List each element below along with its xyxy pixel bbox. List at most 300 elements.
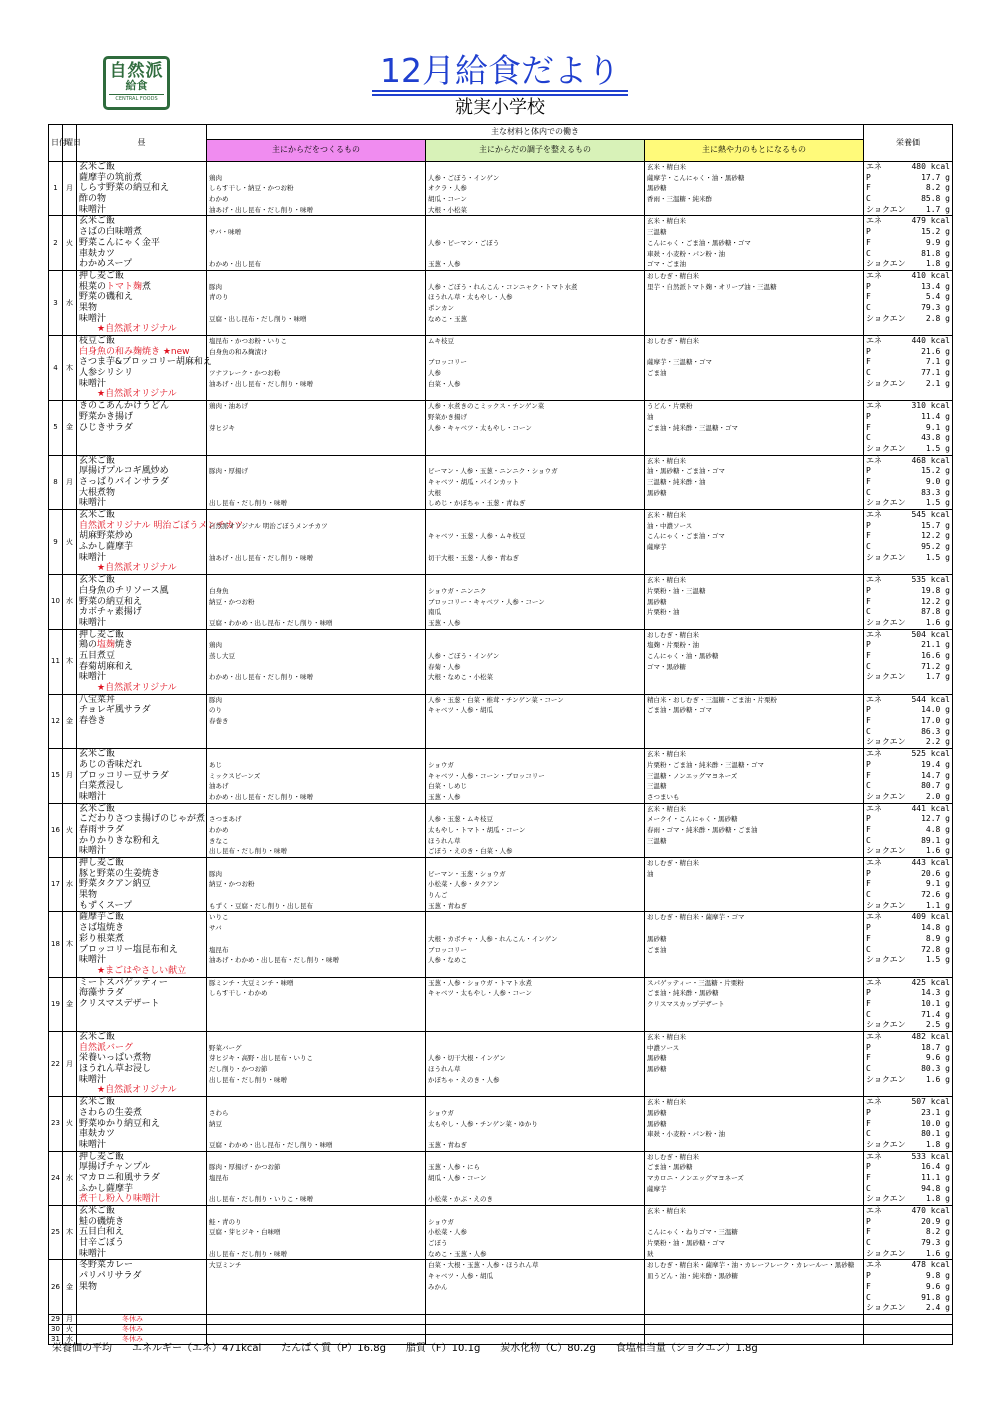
nutrition-value: 1.6 — [925, 617, 941, 627]
nutrition-label: エネ — [866, 401, 882, 411]
dish-line — [79, 945, 204, 956]
nutrition-value: 80.7 — [921, 781, 941, 791]
dish-name: 玄米ご飯 — [79, 1032, 116, 1042]
nutrition-value: 2.8 — [925, 313, 941, 323]
dish-line — [79, 1260, 204, 1271]
ingredient-line — [428, 858, 642, 869]
dish-name: 玄米ご飯 — [79, 1097, 116, 1108]
ingredient-line: 芽ヒジキ・高野・出し昆布・いりこ — [209, 1054, 313, 1063]
ingredient-line: おしむぎ・精白米 — [647, 337, 699, 345]
nutrition-value: 7.1 — [925, 357, 941, 367]
nutrition-amount — [921, 1162, 950, 1173]
nutrition-value: 20.9 — [921, 1216, 941, 1226]
dish-name: 押し麦ご飯 — [79, 1151, 125, 1162]
dish-line — [79, 1032, 204, 1043]
ingredient-line — [428, 542, 642, 553]
day-nutrition — [864, 858, 953, 912]
ingredient-line: 鶏肉 — [209, 641, 222, 650]
nutrition-line — [866, 1032, 950, 1043]
ingredient-line: しめじ・かぼちゃ・玉葱・青ねぎ — [428, 499, 526, 508]
nutrition-label: エネ — [866, 803, 882, 813]
ingredient-line: スパゲッティー・三温糖・片栗粉 — [647, 978, 744, 987]
nutrition-amount — [921, 760, 950, 771]
nutrition-value: 535 — [911, 575, 926, 585]
ingredient-line: 納豆・かつお粉 — [209, 880, 255, 889]
day-weekday: 月 — [63, 1032, 77, 1097]
day-nutrition — [864, 1260, 953, 1314]
nutrition-amount — [911, 804, 950, 815]
day-date: 15 — [49, 749, 63, 803]
nutrition-value: 72.8 — [921, 944, 941, 954]
ingredient-line — [209, 389, 423, 400]
dish-line — [79, 1129, 204, 1140]
nutrition-unit: g — [945, 531, 950, 541]
day-row — [49, 912, 953, 977]
nutrition-unit: g — [945, 944, 950, 954]
dish-line — [79, 542, 204, 553]
nutrition-label: C — [866, 944, 871, 954]
dish-name: 玄米ご飯 — [79, 1206, 116, 1216]
nutrition-line — [866, 836, 950, 847]
day-nutrition — [864, 162, 953, 216]
nutrition-line — [866, 705, 950, 716]
logo — [103, 56, 170, 110]
dish-name: 玄米ご飯 — [79, 510, 116, 520]
ingredient-line: おしむぎ・精白米 — [647, 1152, 699, 1161]
nutrition-amount — [921, 945, 950, 956]
nutrition-label: P — [866, 346, 871, 356]
holiday-row — [49, 1324, 953, 1334]
dish-name: 鶏の塩麹焼き — [79, 640, 134, 651]
dish-name: カボチャ素揚げ — [79, 607, 142, 618]
dish-line — [79, 695, 204, 706]
day-weekday: 火 — [63, 1097, 77, 1151]
nutrition-value: 425 — [911, 977, 926, 987]
day-date: 11 — [49, 629, 63, 694]
nutrition-unit: g — [945, 1194, 950, 1204]
header-weekday: 曜日 — [63, 125, 77, 162]
dish-name: 車麸カツ — [79, 248, 116, 259]
day-weekday: 火 — [63, 510, 77, 575]
nutrition-amount — [921, 727, 950, 738]
day-row — [49, 1032, 953, 1097]
ingredients-green — [426, 510, 645, 575]
nutrition-amount — [921, 923, 950, 934]
nutrition-line — [866, 1043, 950, 1054]
dish-name: 野菜の磯和え — [79, 292, 134, 303]
nutrition-amount — [926, 259, 950, 270]
ingredient-line: 油・中濃ソース — [647, 521, 693, 530]
ingredient-line: 豚肉・厚揚げ — [209, 467, 248, 476]
ingredient-line: 薩摩芋・こんにゃく・油・黒砂糖 — [647, 173, 745, 182]
nutrition-unit: g — [945, 411, 950, 421]
dish-line — [79, 314, 204, 325]
nutrition-value: 2.5 — [925, 1020, 941, 1030]
ingredients-green — [426, 1097, 645, 1151]
ingredients-green — [426, 912, 645, 977]
ingredient-line: 人参・玉葱・ムキ枝豆 — [428, 815, 493, 824]
nutrition-amount — [926, 1303, 950, 1314]
dish-line — [79, 705, 204, 716]
nutrition-value: 1.8 — [925, 259, 941, 269]
ingredients-yellow — [645, 629, 864, 694]
day-weekday: 金 — [63, 694, 77, 748]
nutrition-value: 1.7 — [925, 204, 941, 214]
nutrition-amount — [921, 1119, 950, 1130]
ingredient-line: 玄米・精白米 — [647, 1098, 686, 1107]
nutrition-unit: g — [945, 237, 950, 247]
ingredient-line: 野菜バーグ — [209, 1043, 242, 1052]
ingredient-line: だし削り・かつお節 — [209, 1065, 268, 1074]
ingredient-line — [428, 630, 642, 641]
nutrition-unit: g — [945, 204, 950, 214]
ingredient-line: ムキ枝豆 — [428, 337, 454, 345]
nutrition-unit: kcal — [930, 629, 950, 639]
nutrition-line — [866, 1119, 950, 1130]
ingredient-line: 玉葱・人参 — [428, 618, 461, 627]
nutrition-value: 95.2 — [921, 542, 941, 552]
ingredient-line — [647, 618, 861, 629]
nutrition-unit: g — [945, 476, 950, 486]
day-row — [49, 1206, 953, 1260]
ingredient-line — [209, 271, 423, 282]
ingredient-line — [428, 347, 642, 358]
dish-line — [79, 825, 204, 836]
ingredient-line — [209, 1152, 423, 1163]
day-row — [49, 216, 953, 270]
nutrition-unit: kcal — [930, 749, 950, 759]
holiday-empty-cell — [426, 1314, 645, 1324]
day-date: 18 — [49, 912, 63, 977]
dish-line — [79, 727, 204, 738]
ingredients-green — [426, 1151, 645, 1205]
day-date: 17 — [49, 858, 63, 912]
nutrition-value: 9.8 — [925, 1271, 941, 1281]
dish-name: 野菜こんにゃく金平 — [79, 237, 160, 248]
ingredient-line — [647, 901, 861, 912]
ingredients-green — [426, 216, 645, 270]
nutrition-value: 504 — [911, 629, 926, 639]
ingredient-line: 人参・水煮きのこミックス・チンゲン菜 — [428, 402, 545, 411]
nutrition-value: 2.1 — [925, 378, 941, 388]
ingredient-line: 胡瓜・人参・コーン — [428, 1173, 487, 1182]
ingredient-line — [209, 303, 423, 314]
ingredient-line: 鶏肉・油あげ — [209, 402, 248, 411]
ingredient-line: 三温糖 — [647, 836, 667, 845]
ingredient-line — [428, 804, 642, 815]
ingredient-line: 白菜・しめじ — [428, 782, 467, 791]
ingredient-line: ブロッコリー — [428, 358, 467, 367]
ingredients-green — [426, 336, 645, 401]
nutrition-amount — [921, 597, 950, 608]
dish-line — [79, 563, 204, 574]
ingredients-yellow — [645, 401, 864, 455]
ingredient-line: ツナフレーク・かつお粉 — [209, 369, 281, 378]
nutrition-label: ショクエン — [866, 791, 906, 801]
dish-line — [79, 1043, 204, 1054]
nutrition-label: ショクエン — [866, 1194, 906, 1204]
nutrition-line — [866, 846, 950, 857]
dish-line — [79, 1217, 204, 1228]
ingredient-line: 玄米・精白米 — [647, 1033, 686, 1041]
nutrition-line — [866, 901, 950, 912]
ingredient-line: 鮭・青のり — [209, 1217, 242, 1226]
ingredient-line — [428, 1206, 642, 1217]
nutrition-label: C — [866, 661, 871, 671]
nutrition-unit: g — [945, 661, 950, 671]
dish-line — [79, 630, 204, 641]
nutrition-amount — [911, 978, 950, 989]
dish-name: ★まごはやさしい献立 — [97, 965, 187, 976]
ingredient-line: 油あげ — [209, 782, 229, 791]
ingredients-red — [207, 575, 426, 629]
dish-name: 押し麦ご飯 — [79, 270, 125, 281]
nutrition-label: F — [866, 1053, 871, 1063]
nutrition-label: C — [866, 433, 871, 443]
ingredient-line: のり — [209, 706, 222, 715]
ingredient-line: 油・黒砂糖・ごま油・ゴマ — [647, 467, 725, 476]
day-date: 26 — [49, 1260, 63, 1314]
nutrition-amount — [911, 456, 950, 467]
day-nutrition — [864, 455, 953, 509]
ingredient-line — [647, 727, 861, 738]
nutrition-line — [866, 1020, 950, 1031]
ingredient-line: 太もやし・トマト・胡瓜・コーン — [428, 825, 526, 834]
ingredient-line — [428, 1043, 642, 1054]
nutrition-value: 14.7 — [921, 770, 941, 780]
nutrition-label: C — [866, 487, 871, 497]
nutrition-unit: g — [945, 227, 950, 237]
dish-line — [79, 1173, 204, 1184]
day-weekday: 水 — [63, 1151, 77, 1205]
dish-name: 薩摩芋の筑前煮 — [79, 172, 143, 183]
nutrition-unit: g — [945, 194, 950, 204]
ingredient-line — [209, 444, 423, 455]
nutrition-line — [866, 1249, 950, 1260]
day-nutrition — [864, 401, 953, 455]
nutrition-amount — [911, 1097, 950, 1108]
nutrition-unit: g — [945, 498, 950, 508]
day-dishes — [77, 749, 207, 803]
ingredient-line — [428, 216, 642, 227]
nutrition-value: 525 — [911, 749, 926, 759]
nutrition-value: 43.8 — [921, 433, 941, 443]
dish-line — [79, 618, 204, 629]
holiday-label: 冬休み — [77, 1314, 207, 1324]
dish-name: 味噌汁 — [79, 1248, 107, 1259]
dish-name: 押し麦ご飯 — [79, 858, 125, 868]
ingredient-line — [209, 1032, 423, 1043]
dish-name: 野菜かき揚げ — [79, 411, 134, 422]
nutrition-unit: g — [945, 422, 950, 432]
nutrition-label: P — [866, 923, 871, 933]
ingredients-red — [207, 510, 426, 575]
ingredient-line: 玉葱・人参・ショウガ・トマト水煮 — [428, 978, 532, 987]
dish-line — [79, 999, 204, 1010]
ingredient-line: ミックスビーンズ — [209, 771, 261, 780]
nutrition-value: 11.1 — [921, 1172, 941, 1182]
nutrition-value: 83.3 — [921, 487, 941, 497]
dish-line — [79, 357, 212, 368]
ingredient-line: 玉葱・人参 — [428, 260, 461, 269]
day-date: 1 — [49, 162, 63, 216]
nutrition-label: F — [866, 596, 871, 606]
ingredients-yellow — [645, 977, 864, 1031]
nutrition-label: F — [866, 357, 871, 367]
nutrition-line — [866, 379, 950, 390]
nutrition-label: P — [866, 1216, 871, 1226]
ingredients-yellow — [645, 455, 864, 509]
ingredient-line: こんにゃく・ごま油・ゴマ — [647, 532, 725, 541]
dish-line — [79, 662, 204, 673]
ingredient-line: 豚肉・厚揚げ・かつお節 — [209, 1163, 281, 1172]
ingredient-line: 豚ミンチ・大豆ミンチ・味噌 — [209, 978, 294, 987]
nutrition-amount — [921, 1184, 950, 1195]
day-row — [49, 803, 953, 857]
ingredients-yellow — [645, 216, 864, 270]
nutrition-line — [866, 890, 950, 901]
dish-name: 果物 — [79, 1281, 98, 1292]
nutrition-unit: kcal — [930, 270, 950, 280]
dish-name: 味噌汁 — [79, 378, 107, 389]
dish-line — [79, 1119, 204, 1130]
nutrition-amount — [921, 988, 950, 999]
nutrition-amount — [921, 433, 950, 444]
nutrition-value: 310 — [911, 401, 926, 411]
school-name: 就実小学校 — [455, 97, 545, 118]
ingredient-line — [428, 1032, 642, 1043]
dish-name: 果物 — [79, 890, 98, 901]
dish-name: 野菜の納豆和え — [79, 596, 143, 607]
day-row — [49, 1260, 953, 1314]
nutrition-unit: kcal — [930, 1097, 950, 1107]
nutrition-amount — [926, 1020, 950, 1031]
day-dishes — [77, 977, 207, 1031]
nutrition-unit: g — [945, 1118, 950, 1128]
dish-line — [79, 1271, 204, 1282]
nutrition-unit: g — [945, 988, 950, 998]
ingredient-line — [647, 955, 861, 966]
holiday-empty-cell — [864, 1334, 953, 1344]
dish-name: 味噌汁 — [79, 617, 107, 628]
ingredient-line: 三温糖・純米酢・油 — [647, 477, 706, 486]
dish-name: 味噌汁 — [79, 791, 107, 802]
ingredient-line: 玉葱・人参 — [428, 792, 461, 801]
nutrition-line — [866, 1194, 950, 1205]
ingredient-line: 黒砂糖 — [647, 488, 667, 497]
dish-line — [79, 934, 204, 945]
nutrition-value: 2.2 — [925, 737, 941, 747]
ingredient-line — [647, 563, 861, 574]
nutrition-amount — [921, 466, 950, 477]
ingredient-line: 豚肉 — [209, 695, 222, 704]
nutrition-line — [866, 1227, 950, 1238]
ingredients-yellow — [645, 694, 864, 748]
ingredient-line: 片栗粉・油・黒砂糖・ゴマ — [647, 1239, 725, 1248]
nutrition-amount — [921, 716, 950, 727]
nutrition-line — [866, 804, 950, 815]
nutrition-line — [866, 988, 950, 999]
ingredients-yellow — [645, 1206, 864, 1260]
ingredient-line: 黒砂糖 — [647, 184, 667, 193]
ingredient-line: 白身魚 — [209, 586, 229, 595]
nutrition-label: ショクエン — [866, 552, 906, 562]
nutrition-label: C — [866, 1064, 871, 1074]
nutrition-line — [866, 282, 950, 293]
nutrition-label: ショクエン — [866, 617, 906, 627]
dish-line — [79, 737, 204, 748]
nutrition-amount — [926, 314, 950, 325]
nutrition-line — [866, 271, 950, 282]
nutrition-unit: g — [945, 596, 950, 606]
dish-name: 厚揚げプルコギ風炒め — [79, 466, 169, 477]
nutrition-value: 15.7 — [921, 520, 941, 530]
ingredient-line: 油あげ・出し昆布・だし削り・味噌 — [209, 379, 313, 388]
ingredients-yellow — [645, 1151, 864, 1205]
nutrition-amount — [926, 1053, 950, 1064]
ingredient-line — [209, 575, 423, 586]
ingredients-green — [426, 803, 645, 857]
ingredient-line — [428, 1020, 642, 1031]
nutrition-label: エネ — [866, 912, 882, 922]
nutrition-amount — [911, 630, 950, 641]
nutrition-line — [866, 607, 950, 618]
dish-name: 白身魚の和み麹焼き ★new — [79, 346, 190, 357]
nutrition-amount — [926, 423, 950, 434]
ingredient-line: クリスマスカップデザート — [647, 999, 725, 1008]
nutrition-value: 14.0 — [921, 705, 941, 715]
ingredient-line: 皿うどん・油・純米酢・黒砂糖 — [647, 1272, 738, 1281]
ingredient-line: キャベツ・人参・コーン・ブロッコリー — [428, 771, 545, 780]
ingredient-line — [647, 303, 861, 314]
ingredient-line — [428, 227, 642, 238]
ingredient-line: 大根・なめこ・小松菜 — [428, 673, 493, 682]
dish-name: 五目煮豆 — [79, 650, 116, 661]
nutrition-line — [866, 1282, 950, 1293]
ingredient-line: 麸 — [647, 1249, 654, 1258]
ingredient-line: 蒸し大豆 — [209, 651, 235, 660]
day-dishes — [77, 216, 207, 270]
nutrition-value: 9.1 — [925, 422, 941, 432]
ingredients-yellow — [645, 510, 864, 575]
nutrition-line — [866, 1217, 950, 1228]
dish-line — [79, 1303, 204, 1314]
nutrition-line — [866, 695, 950, 706]
ingredient-line: 油あげ・わかめ・出し昆布・だし削り・味噌 — [209, 956, 339, 965]
nutrition-unit: kcal — [930, 575, 950, 585]
ingredient-line — [209, 1271, 423, 1282]
dish-line — [79, 1053, 204, 1064]
header-energy: 主に熱や力のもとになるもの — [645, 140, 864, 162]
nutrition-amount — [921, 542, 950, 553]
nutrition-unit: g — [945, 1107, 950, 1117]
ingredient-line: 納豆 — [209, 1119, 222, 1128]
ingredient-line — [647, 846, 861, 857]
dish-name: 春巻き — [79, 716, 107, 727]
ingredients-red — [207, 694, 426, 748]
nutrition-label: ショクエン — [866, 378, 906, 388]
dish-line — [79, 869, 204, 880]
ingredient-line: 油 — [647, 412, 654, 421]
ingredient-line: 自然派オリジナル 明治ごぼうメンチカツ — [209, 521, 328, 530]
nutrition-line — [866, 672, 950, 683]
nutrition-amount — [921, 651, 950, 662]
dish-name: さば塩焼き — [79, 923, 125, 934]
ingredient-line: 豆腐・わかめ・出し昆布・だし削り・味噌 — [209, 618, 333, 627]
nutrition-value: 19.4 — [921, 759, 941, 769]
dish-line — [79, 1020, 204, 1031]
nutrition-amount — [926, 379, 950, 390]
